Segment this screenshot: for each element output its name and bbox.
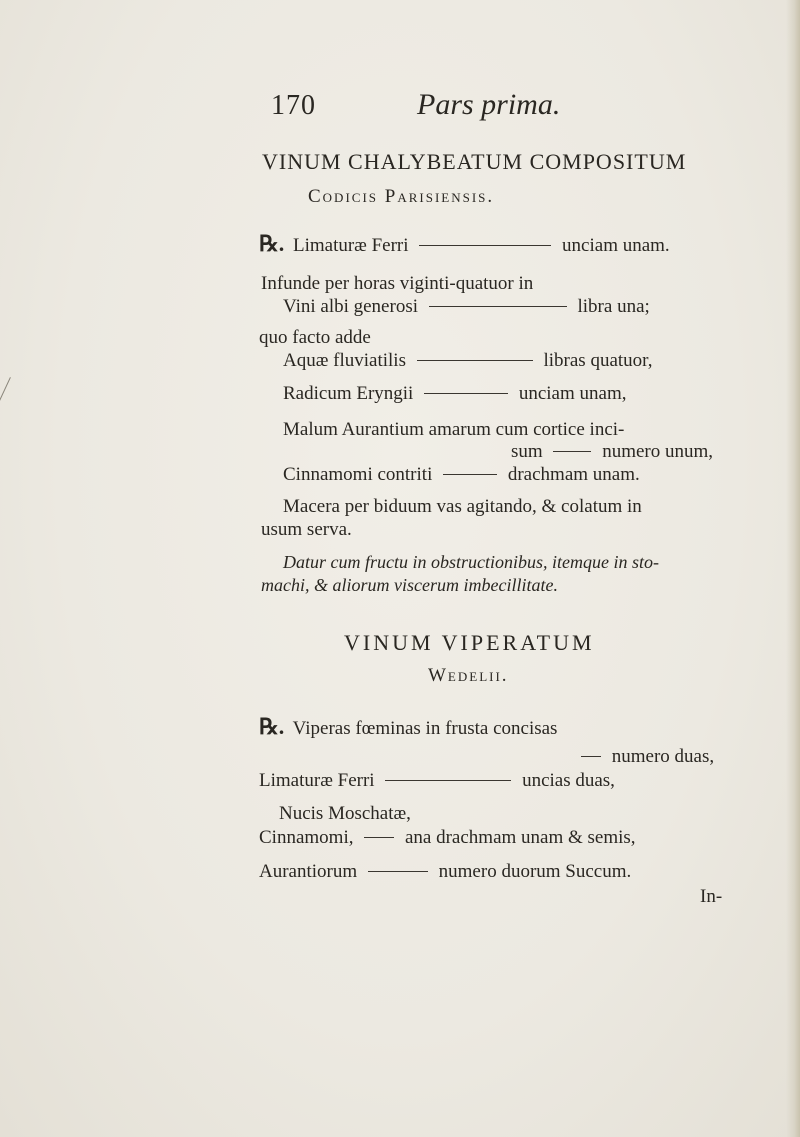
page-edge [786,0,800,1137]
recipe-line: Limaturæ Ferri uncias duas, [259,770,615,791]
page-number: 170 [271,90,316,121]
recipe-line: Aurantiorum numero duorum Succum. [259,861,632,882]
recipe-line: Aquæ fluviatilis libras quatuor, [283,350,653,371]
recipe-line: Cinnamomi contriti drachmam unam. [283,464,640,485]
recipe-line: Macera per biduum vas agitando, & colatum in [283,496,642,517]
recipe-line: usum serva. [261,519,352,540]
recipe-line: Cinnamomi, ana drachmam unam & semis, [259,827,636,848]
recipe-line: ℞. Limaturæ Ferri unciam unam. [259,231,670,256]
recipe-line: numero duas, [575,746,714,768]
margin-pencil-mark [0,377,11,403]
recipe-line: Radicum Eryngii unciam unam, [283,383,627,404]
recipe-symbol: ℞. [259,231,285,256]
recipe-symbol: ℞. [259,714,285,739]
usage-note: machi, & aliorum viscerum imbecillitate. [261,575,558,595]
running-title: Pars prima. [417,88,561,121]
recipe-line: sum numero unum, [511,441,714,462]
recipe-line: Vini albi generosi libra una; [283,296,650,317]
recipe-line: ℞. Viperas fœminas in frusta concisas [259,714,558,739]
section-title-viperatum: VINUM VIPERATUM [344,630,595,655]
section-subtitle-parisiensis: Codicis Parisiensis. [308,186,495,207]
recipe-line: Nucis Moschatæ, [279,803,411,824]
catchword: In- [700,886,723,907]
section-subtitle-wedelii: Wedelii. [428,665,509,686]
recipe-line: Malum Aurantium amarum cum cortice inci- [283,419,625,440]
section-title-chalybeatum: VINUM CHALYBEATUM COMPOSITUM [262,149,687,174]
recipe-line: quo facto adde [259,327,371,348]
recipe-line: Infunde per horas viginti-quatuor in [261,273,534,294]
usage-note: Datur cum fructu in obstructionibus, itemque in sto- [283,552,659,572]
